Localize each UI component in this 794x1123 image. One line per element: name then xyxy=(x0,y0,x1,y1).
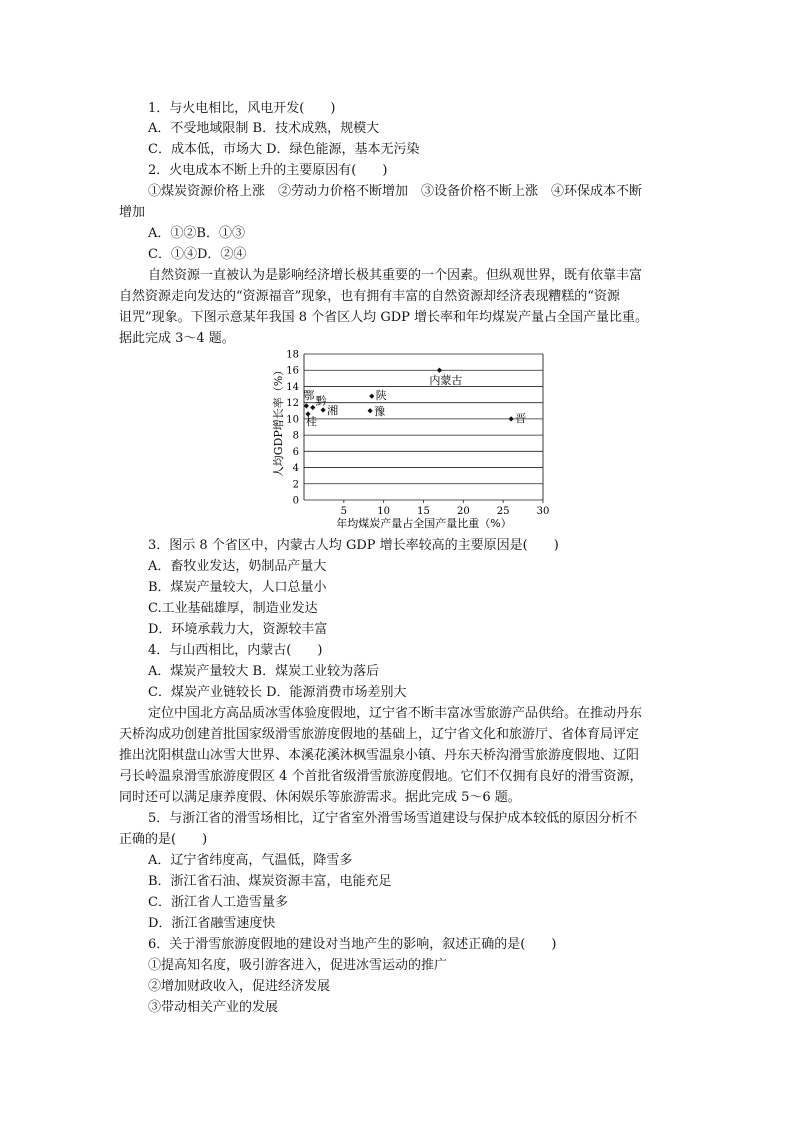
q3-stem: 3．图示 8 个省区中，内蒙古人均 GDP 增长率较高的主要原因是( ) xyxy=(148,538,559,553)
data-point-label-6: 湘 xyxy=(327,403,339,417)
data-point-label-7: 桂 xyxy=(305,415,317,429)
q1-stem: 1．与火电相比，风电开发( ) xyxy=(148,101,336,116)
q1-options-cd: C．成本低，市场大 D．绿色能源，基本无污染 xyxy=(148,142,420,157)
q4-options-ab: A．煤炭产量较大 B．煤炭工业较为落后 xyxy=(148,664,380,679)
passage2-line3: 推出沈阳棋盘山冰雪大世界、本溪花溪沐枫雪温泉小镇、丹东天桥沟滑雪旅游度假地、辽阳 xyxy=(119,748,640,763)
q5-stem-line1: 5．与浙江省的滑雪场相比，辽宁省室外滑雪场雪道建设与保护成本较低的原因分析不 xyxy=(148,811,638,826)
q6-item-3: ③带动相关产业的发展 xyxy=(148,1000,279,1015)
y-tick-label-6: 12 xyxy=(286,398,299,410)
x-axis-label: 年均煤炭产量占全国产量比重（%） xyxy=(336,517,512,530)
scatter-chart xyxy=(268,346,558,536)
q2-items-line2: 增加 xyxy=(119,205,146,220)
y-tick-label-8: 16 xyxy=(286,365,299,377)
q6-item-1: ①提高知名度，吸引游客进入，促进冰雪运动的推广 xyxy=(148,958,448,973)
data-point-3 xyxy=(509,416,514,421)
passage2-line5: 同时还可以满足康养度假、休闲娱乐等旅游需求。据此完成 5～6 题。 xyxy=(119,790,521,805)
y-tick-label-4: 8 xyxy=(292,430,299,442)
passage2-line1: 定位中国北方高品质冰雪体验度假地，辽宁省不断丰富冰雪旅游产品供给。在推动丹东 xyxy=(148,706,643,721)
data-point-label-2: 豫 xyxy=(374,404,386,418)
data-point-5 xyxy=(310,405,315,410)
x-tick-label-4: 25 xyxy=(496,506,510,517)
data-point-label-3: 晋 xyxy=(515,411,527,425)
passage1-line3: 诅咒”现象。下图示意某年我国 8 个省区人均 GDP 增长率和年均煤炭产量占全国产量比重。 xyxy=(119,310,649,325)
passage1-line4: 据此完成 3～4 题。 xyxy=(119,331,235,346)
q4-stem: 4．与山西相比，内蒙古( ) xyxy=(148,643,323,658)
passage1-line2: 自然资源走向发达的“资源福音”现象，也有拥有丰富的自然资源却经济表现糟糕的“资源 xyxy=(119,289,620,304)
passage2-line2: 天桥沟成功创建首批国家级滑雪旅游度假地的基础上，辽宁省文化和旅游厅、省体育局评定 xyxy=(119,727,640,742)
y-tick-label-9: 18 xyxy=(286,349,299,361)
q2-items-line1: ①煤炭资源价格上涨 ②劳动力价格不断增加 ③设备价格不断上涨 ④环保成本不断 xyxy=(148,184,643,199)
q5-stem-line2: 正确的是( ) xyxy=(119,832,208,847)
x-tick-label-3: 20 xyxy=(456,506,470,517)
x-tick-label-0: 5 xyxy=(340,506,348,517)
data-point-6 xyxy=(321,407,326,412)
q6-item-2: ②增加财政收入，促进经济发展 xyxy=(148,979,331,994)
q3-option-d: D．环境承载力大，资源较丰富 xyxy=(148,622,328,637)
q1-options-ab: A．不受地域限制 B．技术成熟，规模大 xyxy=(148,121,380,136)
q4-options-cd: C．煤炭产业链较长 D．能源消费市场差别大 xyxy=(148,685,407,700)
x-tick-label-5: 30 xyxy=(536,506,550,517)
data-point-2 xyxy=(368,408,373,413)
data-point-label-4: 鄂 xyxy=(303,388,315,402)
y-tick-label-3: 6 xyxy=(292,446,299,458)
q6-stem: 6．关于滑雪旅游度假地的建设对当地产生的影响，叙述正确的是( ) xyxy=(148,937,557,952)
x-tick-label-2: 15 xyxy=(417,506,430,517)
q2-options-ab: A．①②B．①③ xyxy=(148,226,245,241)
data-point-1 xyxy=(369,394,374,399)
y-tick-label-1: 2 xyxy=(292,479,299,491)
data-point-label-0: 内蒙古 xyxy=(429,374,463,388)
x-tick-label-1: 10 xyxy=(377,506,391,517)
y-tick-label-2: 4 xyxy=(292,463,299,475)
q5-option-d: D．浙江省融雪速度快 xyxy=(148,916,276,931)
q5-option-a: A．辽宁省纬度高，气温低，降雪多 xyxy=(148,853,353,868)
q5-option-b: B．浙江省石油、煤炭资源丰富，电能充足 xyxy=(148,874,392,889)
passage2-line4: 弓长岭温泉滑雪旅游度假区 4 个首批省级滑雪旅游度假地。它们不仅拥有良好的滑雪资源， xyxy=(119,769,643,784)
data-point-label-1: 陕 xyxy=(375,389,387,403)
y-tick-label-0: 0 xyxy=(292,495,299,507)
y-tick-label-7: 14 xyxy=(286,381,299,393)
scatter-chart-svg xyxy=(268,346,558,536)
plot-area xyxy=(286,350,549,518)
q3-option-a: A．畜牧业发达，奶制品产量大 xyxy=(148,559,327,574)
q2-options-cd: C．①④D．②④ xyxy=(148,247,247,262)
q3-option-c: C.工业基础雄厚，制造业发达 xyxy=(148,601,318,616)
y-axis-label: 人均GDP增长率（%） xyxy=(272,364,285,478)
data-point-4 xyxy=(304,403,309,408)
data-point-label-5: 黔 xyxy=(315,394,327,408)
q3-option-b: B．煤炭产量较大，人口总量小 xyxy=(148,580,327,595)
data-point-0 xyxy=(437,368,442,373)
y-tick-label-5: 10 xyxy=(286,414,299,426)
q2-stem: 2．火电成本不断上升的主要原因有( ) xyxy=(148,163,388,178)
q5-option-c: C．浙江省人工造雪量多 xyxy=(148,895,288,910)
passage1-line1: 自然资源一直被认为是影响经济增长极其重要的一个因素。但纵观世界，既有依靠丰富 xyxy=(148,268,643,283)
